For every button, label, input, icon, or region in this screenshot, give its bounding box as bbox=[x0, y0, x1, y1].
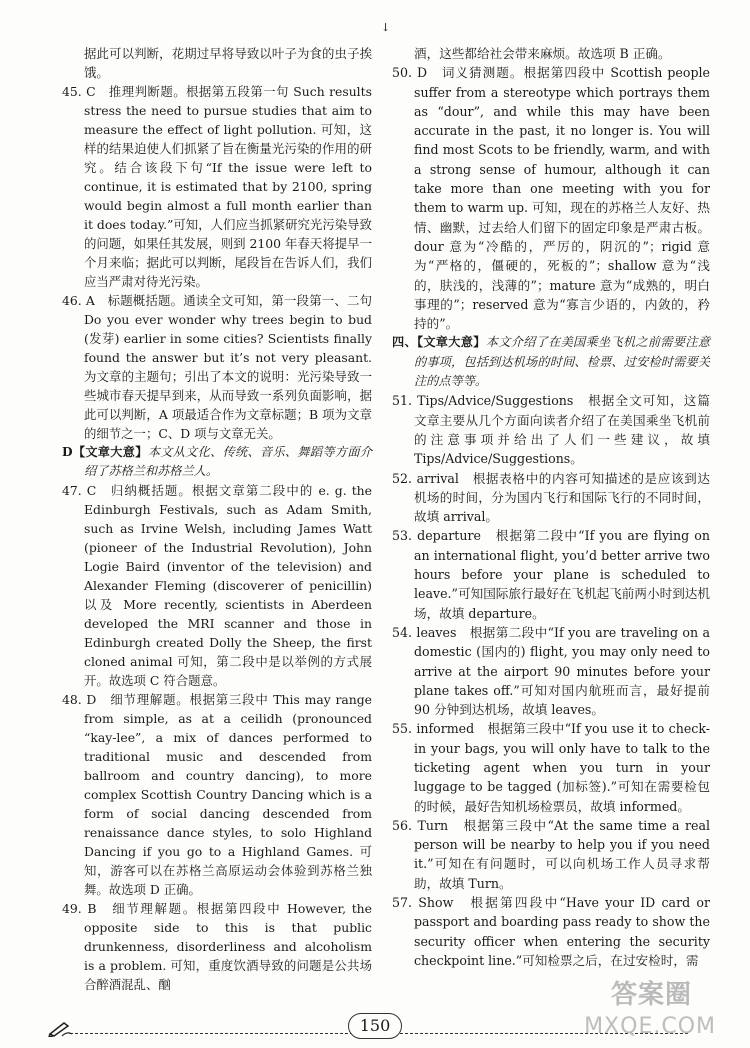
summary-heading: D【文章大意】 bbox=[62, 445, 148, 459]
continued-text: 酒，这些都给社会带来麻烦。故选项 B 正确。 bbox=[414, 46, 671, 61]
answer-item: 46. A 标题概括题。通读全文可知，第一段第一、二句 Do you ever wonder why trees begin to bud (发芽) earlier in some cities? Scientists finally found the answer but it’s not very pleasant. 为文章的主题句；引出了本文的说明：光污染导致一些城市春天提早到来，从而导致一系列负面影响，据此可以判断，A 项最适合作为文章标题；B 项为文章的细节之一；C、D 项与文章无关。 bbox=[62, 293, 372, 441]
continued-text: 据此可以判断，花期过早将导致以叶子为食的虫子挨饿。 bbox=[84, 46, 372, 80]
answer-item: 50. D 词义猜测题。根据第四段中 Scottish people suffer from a stereotype which portrays them as “dour”, and while this may have been accurate in the past, it no longer is. You will find most Scots to be friendly, warm, and with a strong sense of humour, although it can take more than one meeting with you for them to warm up. 可知，现在的苏格兰人友好、热情、幽默，过去给人们留下的固定印象是严肃古板。dour 意为“冷酷的，严厉的，阴沉的”；rigid 意为“严格的，僵硬的，死板的”；shallow 意为“浅的，肤浅的，浅薄的”；mature 意为“成熟的，明白事理的”；reserved 意为“寡言少语的，内敛的，矜持的”。 bbox=[392, 65, 710, 332]
summary-body: 本文从文化、传统、音乐、舞蹈等方面介绍了苏格兰和苏格兰人。 bbox=[84, 445, 372, 478]
page-number: 150 bbox=[348, 1013, 402, 1039]
answer-item: 47. C 归纳概括题。根据文章第二段中的 e. g. the Edinburgh Festivals, such as Adam Smith, such as Irvine Welsh, including James Watt (pioneer of the Industrial Revolution), John Logie Baird (inventor of the television) and Alexander Fleming (discoverer of penicillin) 以及 More recently, scientists in Aberdeen developed the MRI scanner and those in Edinburgh created Dolly the Sheep, the first cloned animal 可知，第二段中是以举例的方式展开。故选项 C 符合题意。 bbox=[62, 483, 372, 688]
answer-item: 45. C 推理判断题。根据第五段第一句 Such results stress the need to pursue studies that aim to measure the effect of light pollution. 可知，这样的结果迫使人们抓紧了旨在衡量光污染的作用的研究。结合该段下句“If the issue were left to continue, it is estimated that by 2100, spring would begin almost a full month earlier than it does today.”可知，人们应当抓紧研究光污染导致的问题，如果任其发展，则到 2100 年春天将提早一个月来临；据此可以判断，尾段旨在告诉人们，我们应当严肃对待光污染。 bbox=[62, 84, 372, 289]
answer-item: 52. arrival 根据表格中的内容可知描述的是应该到达机场的时间，分为国内飞行和国际飞行的不同时间，故填 arrival。 bbox=[392, 470, 710, 525]
passage-summary bbox=[62, 443, 372, 481]
summary-heading: 四、【文章大意】 bbox=[392, 335, 486, 350]
answer-item: 48. D 细节理解题。根据第三段中 This may range from simple, as at a ceilidh (pronounced “kay-lee”, a mix of dances performed to traditional music and descended from ballroom and country dancing), to more complex Scottish Country Dancing which is a form of social dancing descended from renaissance dance styles, to solo Highland Dancing if you go to a Highland Games. 可知，游客可以在苏格兰高原运动会体验到苏格兰独舞。故选项 D 正确。 bbox=[62, 692, 372, 897]
answer-item: 56. Turn 根据第三段中“At the same time a real person will be nearby to help you if you need it.”可知在有问题时，可以向机场工作人员寻求帮助，故填 Turn。 bbox=[392, 817, 710, 891]
answer-item: 49. B 细节理解题。根据第四段中 However, the opposite side to this is that public drunkenness, disorderliness and alcoholism is a problem. 可知，重度饮酒导致的问题是公共场合醉酒混乱、酗 bbox=[62, 901, 372, 992]
answer-item: 55. informed 根据第三段中“If you use it to check-in your bags, you will only have to talk to the ticketing agent when you turn in your luggage to be tagged (加标签).”可知在需要检包的时候，最好告知机场检票员，故填 informed。 bbox=[392, 721, 710, 814]
answer-item: 57. Show 根据第四段中“Have your ID card or passport and boarding pass ready to show the security officer when entering the security checkpoint line.”可知检票之后，在过安检时，需 bbox=[392, 895, 710, 968]
left-column bbox=[62, 44, 372, 994]
scan-mark: ↓ bbox=[381, 21, 391, 34]
watermark-logo: 答案圈 bbox=[610, 980, 692, 1010]
right-column bbox=[392, 44, 710, 970]
pen-icon bbox=[48, 1019, 74, 1037]
answer-item: 54. leaves 根据第二段中“If you are traveling on a domestic (国内的) flight, you may only need to arrive at the airport 90 minutes before your plane takes off.”可知对国内航班而言，最好提前 90 分钟到达机场，故填 leaves。 bbox=[392, 624, 710, 718]
page-footer bbox=[48, 980, 718, 1043]
answer-item: 53. departure 根据第二段中“If you are flying on an international flight, you’d better arrive two hours before your plane is scheduled to leave.”可知国际旅行最好在飞机起飞前两小时到达机场，故填 departure。 bbox=[392, 528, 710, 621]
answer-item: 51. Tips/Advice/Suggestions 根据全文可知，这篇文章主要从几个方面向读者介绍了在美国乘坐飞机前的注意事项并给出了人们一些建议，故填 Tips/Advice/Suggestions。 bbox=[392, 393, 710, 467]
watermark-url: MXQE.COM bbox=[584, 1014, 716, 1039]
summary-body: 本文介绍了在美国乘坐飞机之前需要注意的事项，包括到达机场的时间、检票、过安检时需要关注的点等等。 bbox=[414, 335, 711, 389]
passage-summary bbox=[392, 333, 710, 391]
